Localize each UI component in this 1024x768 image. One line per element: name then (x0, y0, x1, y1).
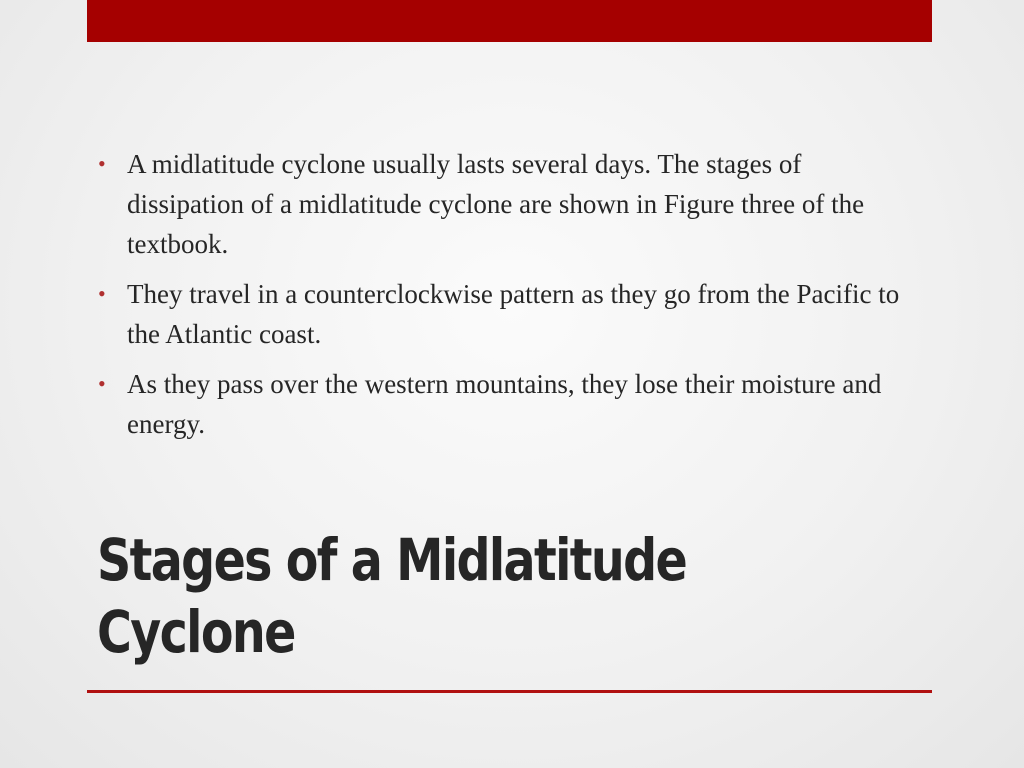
slide-title-line-2: Cyclone (97, 598, 295, 666)
bullet-dot-icon: • (98, 371, 106, 396)
bullet-text: They travel in a counterclockwise pattern as they go from the Pacific to the Atlantic coast. (127, 279, 900, 349)
top-accent-bar (87, 0, 932, 42)
slide-title (97, 524, 778, 668)
bullet-dot-icon: • (98, 281, 106, 306)
bullet-item (98, 274, 918, 354)
bullet-item (98, 364, 918, 444)
bullet-dot-icon: • (98, 151, 106, 176)
title-underline-divider (87, 690, 932, 693)
bullet-text: As they pass over the western mountains, they lose their moisture and energy. (127, 369, 882, 439)
content-bullet-list (98, 144, 918, 454)
slide-title-line-1: Stages of a Midlatitude (97, 526, 687, 594)
bullet-item (98, 144, 918, 264)
bullet-text: A midlatitude cyclone usually lasts several days. The stages of dissipation of a midlatitude cyclone are shown in Figure three of the textbook. (127, 149, 865, 259)
